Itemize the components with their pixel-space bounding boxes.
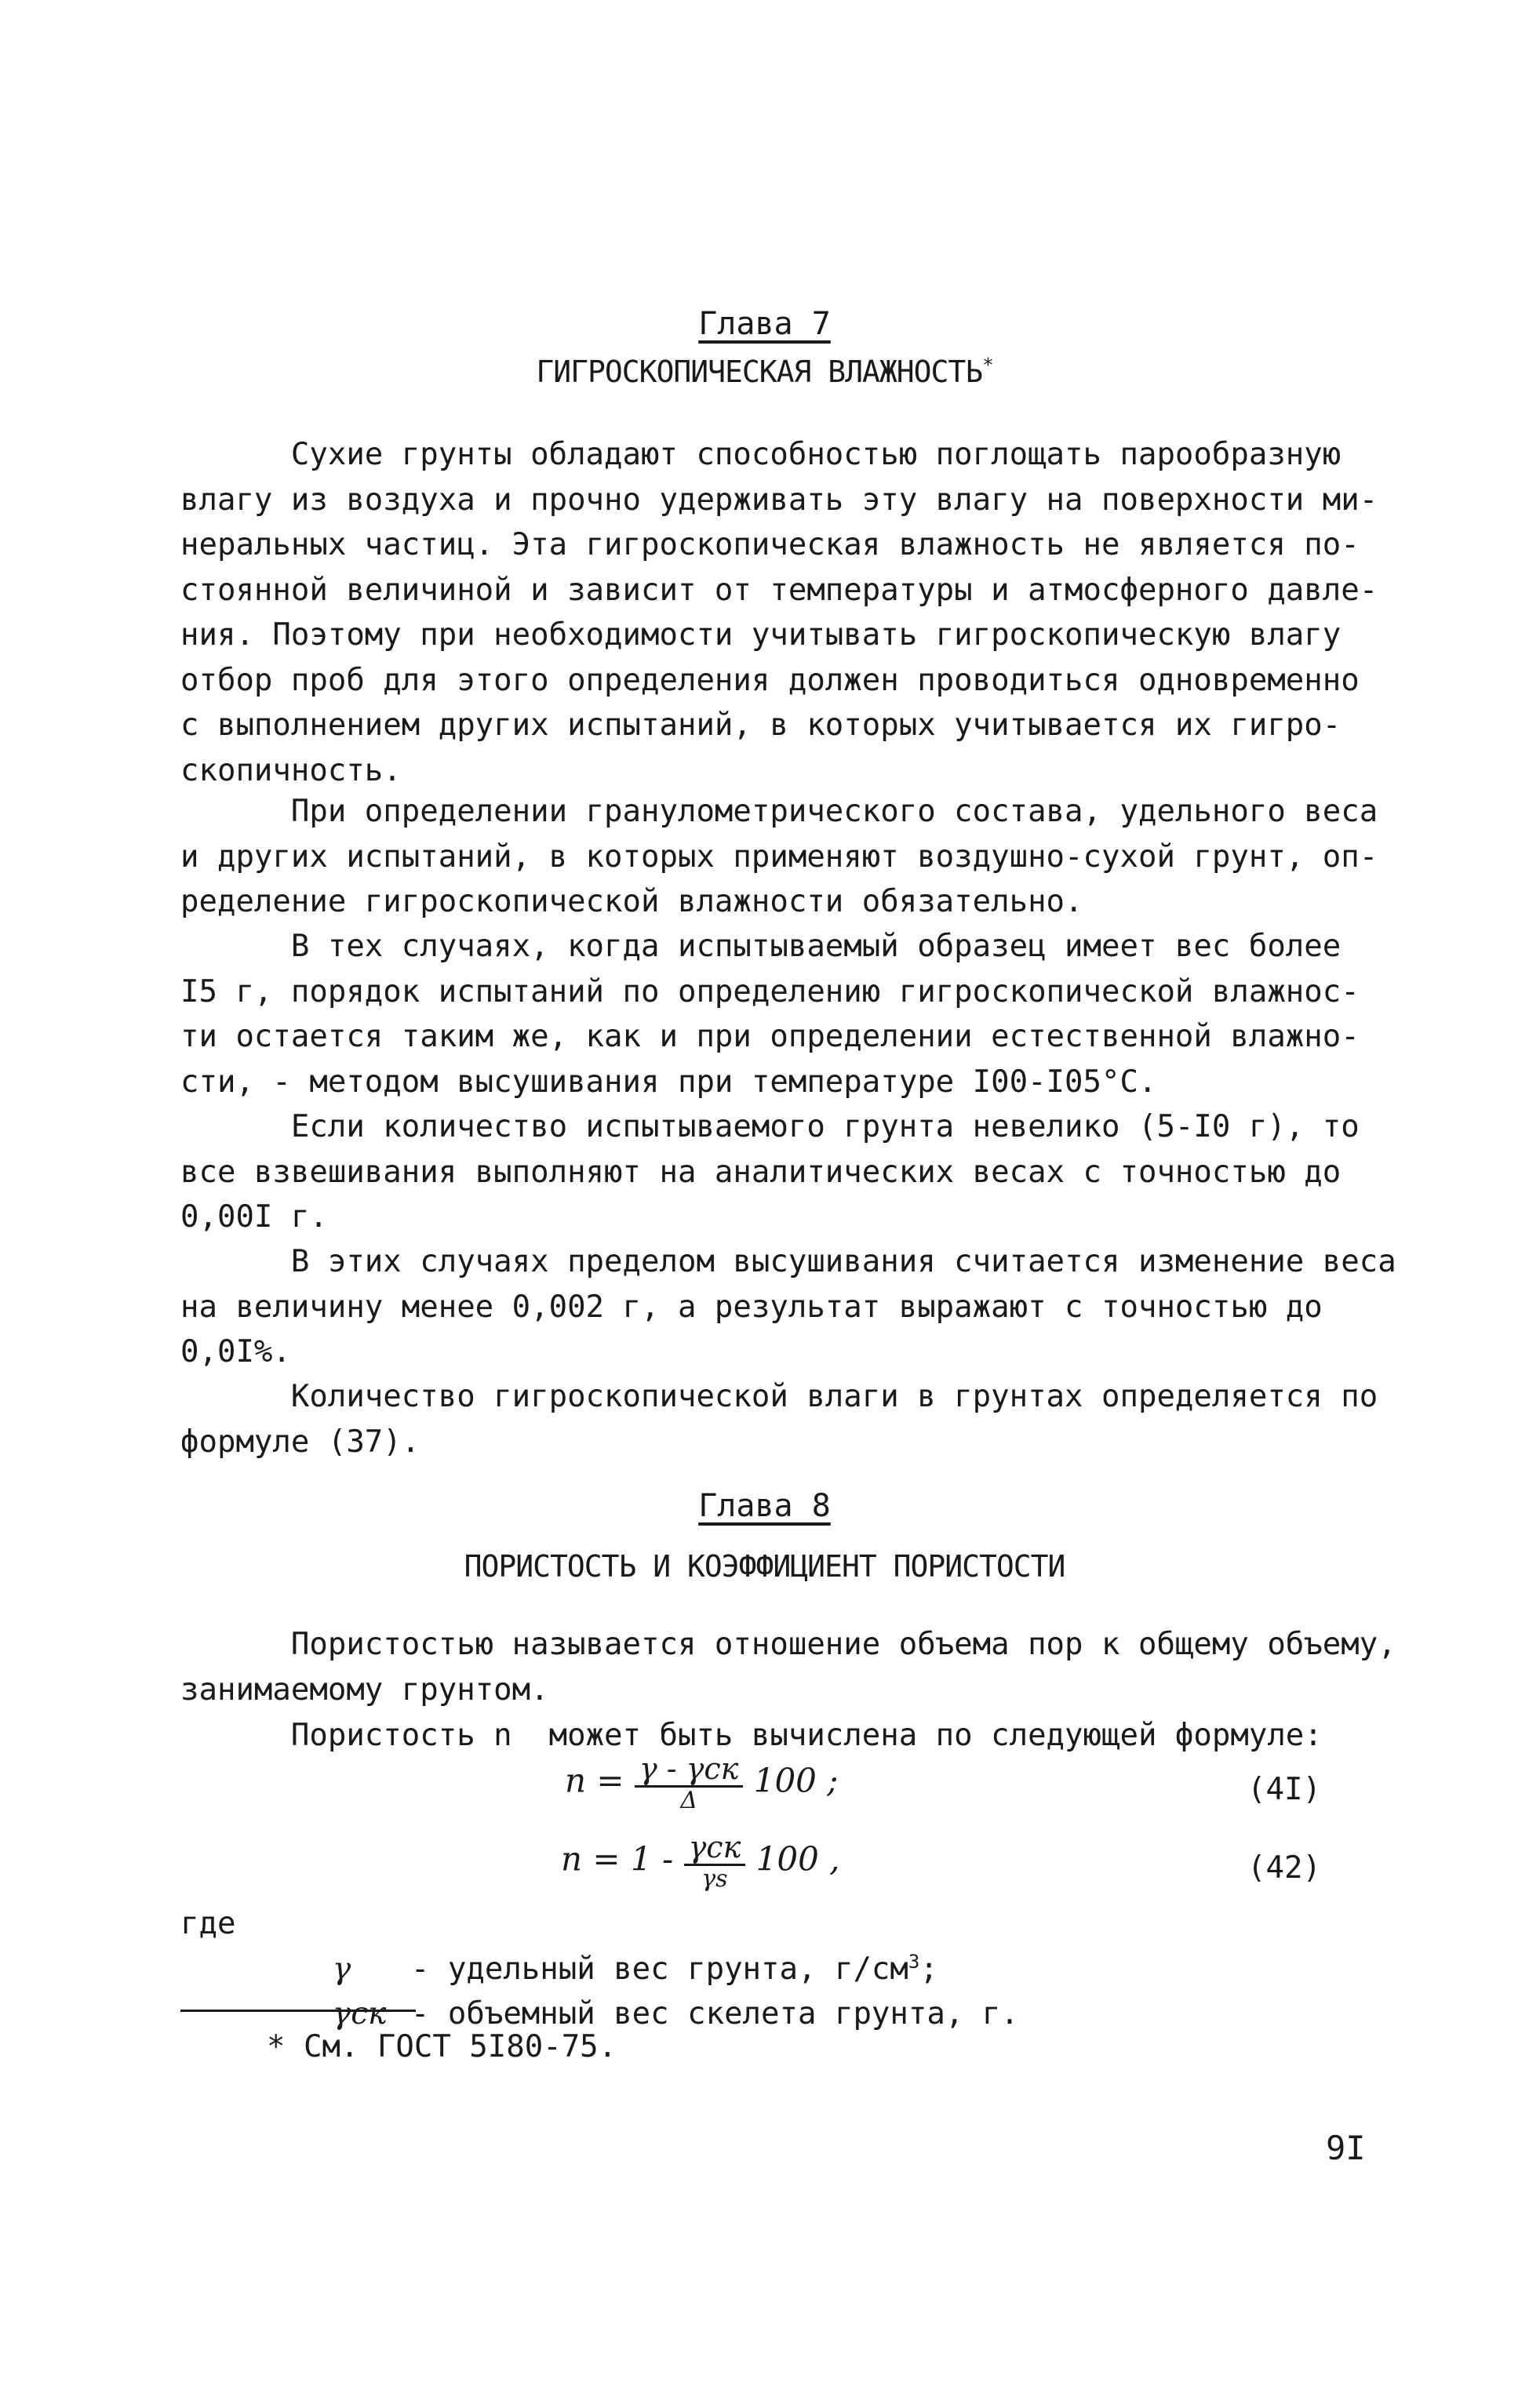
paragraph: При определении гранулометрического состава, удельного веса и других испытаний, в которых применяют воздушно-сухой грунт, оп- ределение гигроскопической влажности обязательно. <box>180 794 1378 919</box>
paragraph: Пористостью называется отношение объема пор к общему объему, занимаемому грунтом. <box>180 1627 1396 1708</box>
chapter-8-heading: ПОРИСТОСТЬ И КОЭФФИЦИЕНТ ПОРИСТОСТИ <box>464 1549 1065 1584</box>
paragraph: Сухие грунты обладают способностью поглощать парообразную влагу из воздуха и прочно удерживать эту влагу на поверхности ми- неральных частиц. Эта гигроскопическая влажность не является по- стоянной величиной и зависит от температуры и атмосферного давле- ния. Поэтому при необходимости учитывать гигроскопическую влагу отбор проб для этого определения должен проводиться одновременно с выполнением других испытаний, в которых учитывается их гигро- скопичность. <box>180 437 1378 788</box>
page-number: 9I <box>1326 2129 1366 2167</box>
paragraph: В тех случаях, когда испытываемый образец имеет вес более I5 г, порядок испытаний по определению гигроскопической влажнос- ти остается таким же, как и при определении естественной влажно- сти, - методом высушивания при температуре I00-I05°С. <box>180 929 1360 1100</box>
formula-41: n = $\frac{\text{γ - γск}}{\Delta}$ 100 ; <box>565 1751 839 1814</box>
legend-symbol: γск <box>332 1995 387 2032</box>
footnote-divider <box>180 2010 416 2012</box>
paragraph: Если количество испытываемого грунта невелико (5-I0 г), то все взвешивания выполняют на аналитических весах с точностью до 0,00I г. <box>180 1109 1360 1235</box>
footnote: * См. ГОСТ 5I80-75. <box>267 2029 617 2064</box>
chapter-7-title: Глава 7 <box>698 306 831 342</box>
chapter-7-heading: ГИГРОСКОПИЧЕСКАЯ ВЛАЖНОСТЬ* <box>536 354 993 389</box>
legend-item: γ - удельный вес грунта, $г/см^3$; <box>259 1901 1436 2037</box>
formula-42: n = 1 - $\frac{\text{γск}}{\gamma s}$ 100 , <box>561 1830 840 1893</box>
footnote-mark: * <box>982 354 993 376</box>
chapter-8-title: Глава 8 <box>698 1488 831 1524</box>
paragraph: Количество гигроскопической влаги в грунтах определяется по формуле (37). <box>180 1379 1378 1460</box>
legend-item: γск - объемный вес скелета грунта, г. <box>259 1946 1436 2082</box>
where-label: где <box>180 1906 236 1941</box>
paragraph: Пористость n может быть вычислена по следующей формуле: <box>180 1718 1323 1753</box>
formula-41-number: (4I) <box>1247 1772 1321 1807</box>
paragraph: В этих случаях пределом высушивания считается изменение веса на величину менее 0,002 г, а результат выражают с точностью до 0,0I%. <box>180 1244 1396 1370</box>
legend-symbol: γ <box>332 1951 351 1987</box>
formula-42-number: (42) <box>1247 1850 1321 1886</box>
